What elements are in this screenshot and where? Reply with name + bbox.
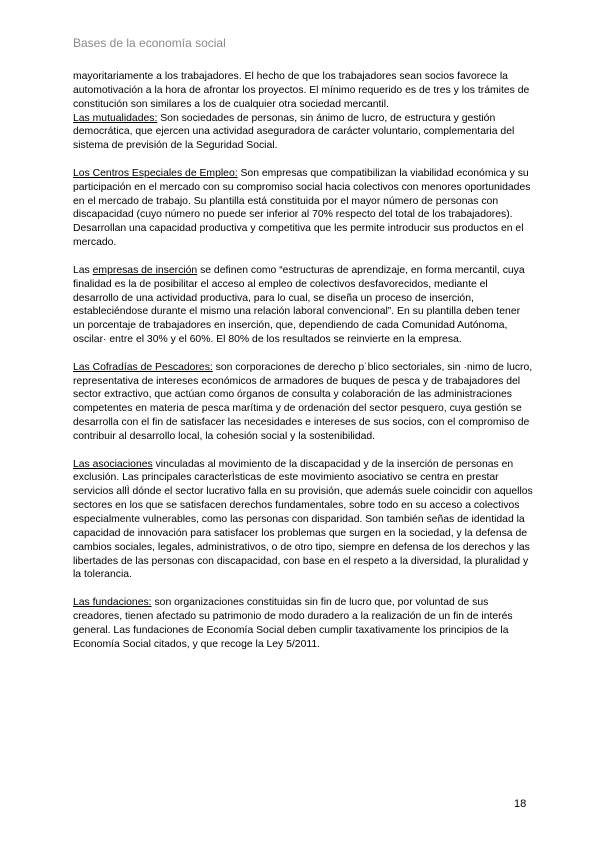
paragraph-text: son organizaciones constituidas sin fin de lucro que, por voluntad de sus creadores, tienen afectado su patrimonio de modo duradero a la realización de un fin de interés general. Las fundaciones de Economía Social deben cumplir taxativamente los principios de la Economía Social citados, y que recoge la Ley 5/2011.	[73, 597, 513, 650]
paragraph-fundaciones	[73, 596, 533, 651]
paragraph-sociedades-laborales	[73, 70, 533, 112]
paragraph-term: Las asociaciones	[73, 458, 153, 470]
paragraph-text: se definen como “estructuras de aprendizaje, en forma mercantil, cuya finalidad es la de posibilitar el acceso al empleo de colectivos desfavorecidos, mediante el desarrollo de una actividad productiva, para lo cual, se diseña un proceso de inserción, estableciéndose durante el mismo una relación laboral convencional”. En su plantilla deben tener un porcentaje de trabajadores en inserción, que, dependiendo de cada Comunidad Autónoma, oscilar· entre el 30% y el 60%. El 80% de los resultados se reinvierte en la empresa.	[73, 264, 525, 346]
paragraph-asociaciones	[73, 458, 533, 583]
paragraph-term: Las fundaciones:	[73, 597, 152, 609]
paragraph-text: Son empresas que compatibilizan la viabilidad económica y su participación en el mercado con su compromiso social hacia colectivos con menores oportunidades en el mercado de trabajo. Su plantilla está constituida por el mayor número de personas con discapacidad (cuyo número no puede ser inferior al 70% respecto del total de los trabajadores). Desarrollan una capacidad productiva y competitiva que les permite introducir sus productos en el mercado.	[73, 167, 531, 249]
running-header: Bases de la economía social	[73, 36, 226, 50]
paragraph-cofradias	[73, 361, 533, 444]
body-text	[73, 70, 533, 665]
paragraph-text: son corporaciones de derecho p˙blico sectoriales, sin ·nimo de lucro, representativa de intereses económicos de armadores de buques de pesca y de trabajadores del sector extractivo, que actúan como órganos de consulta y colaboración de las administraciones competentes en materia de pesca marítima y de ordenación del sector pesquero, cuya gestión se desarrolla con el fin de satisfacer las necesidades e intereses de sus socios, con el compromiso de contribuir al desarrollo local, la cohesión social y la sostenibilidad.	[73, 361, 533, 442]
paragraph-mutualidades	[73, 112, 533, 154]
paragraph-term: Los Centros Especiales de Empleo:	[73, 167, 238, 179]
paragraph-text: vinculadas al movimiento de la discapacidad y de la inserción de personas en exclusión. Las principales caracterÌsticas de este movimiento asociativo se centra en prestar servicios allÌ dónde el sector lucrativo falla en su provisión, que además suele coincidir con aquellos sectores en los que se satisfacen derechos fundamentales, sobre todo en su acceso a colectivos especialmente vulnerables, como las personas con disparidad. Son también señas de identidad la capacidad de innovación para satisfacer los problemas que surgen en la sociedad, y la defensa de cambios sociales, legales, administrativos, o de otro tipo, siempre en defensa de los derechos y las libertades de las personas con discapacidad, con base en el respeto a la diversidad, la pluralidad y la tolerancia.	[73, 458, 533, 581]
paragraph-centros-especiales	[73, 167, 533, 250]
paragraph-term: Las mutualidades:	[73, 112, 158, 124]
paragraph-text: Son sociedades de personas, sin ánimo de lucro, de estructura y gestión democrática, que ejercen una actividad aseguradora de carácter voluntario, complementaria del sistema de previsión de la Seguridad Social.	[73, 112, 515, 152]
paragraph-text: mayoritariamente a los trabajadores. El hecho de que los trabajadores sean socios favorece la automotivación a la hora de afrontar los proyectos. El mínimo requerido es de tres y los trámites de constitución son similares a los de cualquier otra sociedad mercantil.	[73, 71, 530, 110]
paragraph-lead: Las	[73, 264, 93, 276]
paragraph-term: empresas de inserción	[92, 264, 198, 276]
paragraph-term: Las Cofradías de Pescadores:	[73, 361, 213, 373]
paragraph-empresas-insercion	[73, 264, 533, 347]
page-number: 18	[514, 798, 527, 810]
